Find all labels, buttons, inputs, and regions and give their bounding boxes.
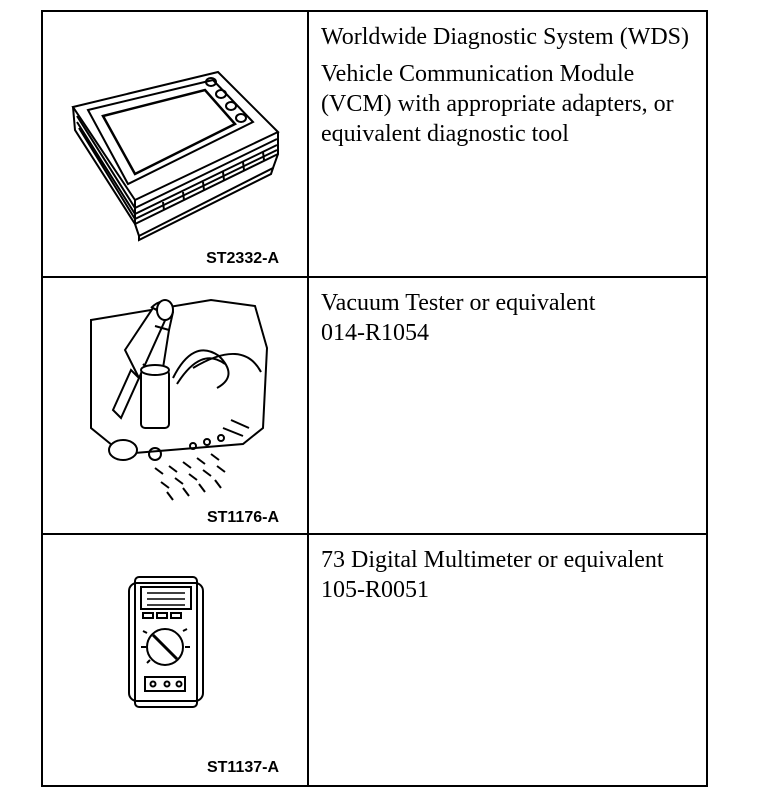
tool-row-wds — [43, 12, 706, 278]
tool-part-number: 105-R0051 — [321, 577, 429, 603]
tool-description — [321, 22, 696, 149]
tool-illustration-cell — [43, 12, 309, 276]
multimeter-icon — [43, 535, 307, 783]
tool-illustration-cell — [43, 535, 309, 785]
tool-name: Vacuum Tester or equivalent — [321, 290, 596, 316]
tool-name: 73 Digital Multimeter or equivalent — [321, 547, 664, 573]
figure-code: ST1137-A — [206, 759, 279, 776]
tool-part-number: 014-R1054 — [321, 320, 429, 346]
tool-illustration-cell — [43, 278, 309, 533]
tool-name: Worldwide Diagnostic System (WDS) — [321, 24, 690, 50]
tool-detail: Vehicle Communication Module (VCM) with appropriate adapters, or equivalent diagnostic tool — [321, 61, 674, 147]
tool-row-vacuum-tester — [43, 278, 706, 535]
tool-description — [321, 288, 696, 348]
tool-row-multimeter — [43, 535, 706, 785]
figure-code: ST1176-A — [206, 509, 279, 526]
vacuum-tester-icon — [43, 278, 307, 533]
diagnostic-tablet-icon — [43, 12, 307, 276]
tool-description — [321, 545, 696, 605]
figure-code: ST2332-A — [206, 250, 279, 267]
special-tools-table — [41, 10, 708, 787]
